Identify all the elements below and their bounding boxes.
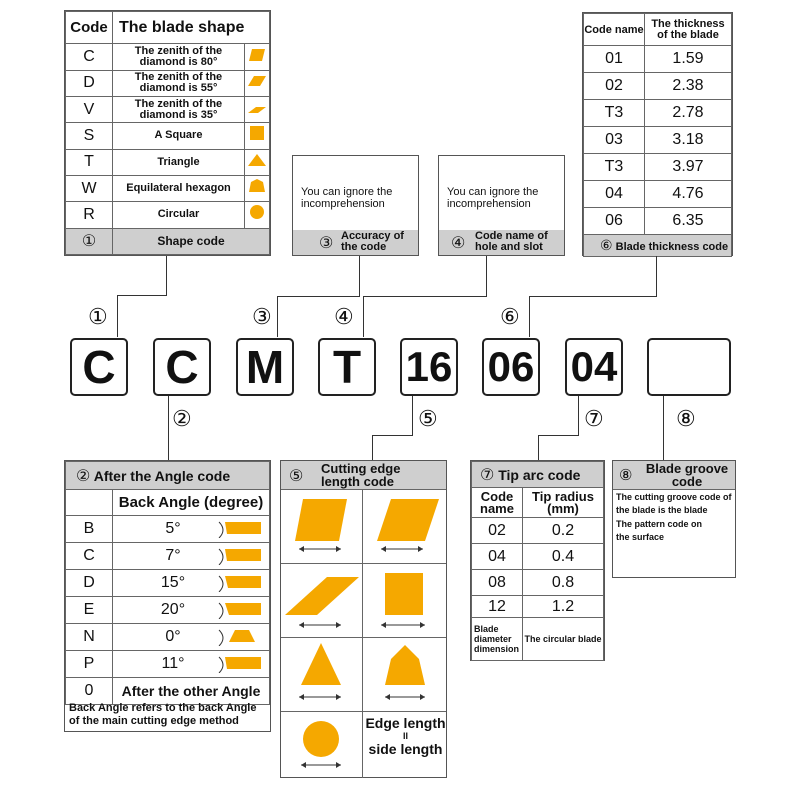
code-char-1: C [70, 338, 128, 396]
thickness-value: 3.18 [645, 127, 732, 154]
shape-code: V [66, 97, 113, 123]
angle-code: N [66, 624, 113, 651]
edge-diamond-35-icon [281, 563, 362, 637]
code-char-5: 16 [400, 338, 458, 396]
connector-5 [372, 435, 373, 460]
accuracy-label: Accuracy of the code [341, 230, 404, 253]
hexagon-icon [248, 178, 266, 194]
label-5: ⑤ [418, 406, 438, 431]
angle-code: D [66, 570, 113, 597]
insert-angle-icon [215, 547, 263, 565]
tip-value: 0.4 [523, 544, 604, 570]
code-char-7: 04 [565, 338, 623, 396]
thickness-value: 6.35 [645, 208, 732, 235]
angle-header: Back Angle (degree) [113, 490, 270, 516]
shape-code: S [66, 123, 113, 149]
hole-slot-box [438, 155, 565, 256]
label-3: ③ [252, 304, 272, 329]
edge-note-bottom: side length [368, 741, 443, 757]
label-6: ⑥ [500, 304, 520, 329]
square-icon [249, 125, 265, 141]
triangle-icon [248, 153, 266, 167]
tip-dia-label: Blade diameter dimension [472, 618, 523, 661]
insert-angle-icon [215, 601, 263, 619]
angle-last-text: After the other Angle [113, 678, 270, 705]
tip-value: 0.2 [523, 518, 604, 544]
code-char-2: C [153, 338, 211, 396]
code-char-8 [647, 338, 731, 396]
thickness-code: T3 [584, 154, 645, 181]
shape-code-table [64, 10, 271, 256]
label-7: ⑦ [584, 406, 604, 431]
connector-5 [412, 396, 413, 436]
connector-1 [166, 256, 167, 295]
shape-desc: The zenith of the diamond is 55° [113, 70, 245, 96]
code-char-6: 06 [482, 338, 540, 396]
hole-num: ④ [451, 235, 466, 252]
thickness-code: 06 [584, 208, 645, 235]
groove-title: Blade groove code [645, 461, 729, 489]
edge-diamond-55-icon [363, 489, 448, 563]
edge-note-mid: II [402, 731, 408, 741]
connector-2 [168, 396, 169, 461]
connector-6 [529, 296, 657, 297]
connector-7 [578, 396, 579, 436]
hole-label: Code name of hole and slot [475, 230, 548, 253]
edge-triangle-icon [281, 637, 362, 711]
circle-icon [249, 204, 265, 220]
tip-dia-value: The circular blade [523, 618, 604, 661]
tip-title: Tip arc code [498, 466, 581, 483]
angle-value: 0° [165, 628, 181, 645]
thickness-code: T3 [584, 100, 645, 127]
diamond-55-icon [248, 75, 266, 87]
thickness-header-code: Code name [584, 14, 645, 46]
groove-num: ⑧ [619, 467, 633, 484]
connector-4 [363, 296, 364, 337]
insert-angle-icon [215, 655, 263, 673]
shape-footer-num: ① [66, 228, 113, 254]
angle-value: 11° [161, 655, 185, 672]
angle-footnote: Back Angle refers to the back Angle of the main cutting edge method [69, 702, 257, 727]
connector-1 [117, 295, 167, 296]
label-4: ④ [334, 304, 354, 329]
tip-code: 04 [472, 544, 523, 570]
connector-4 [363, 296, 487, 297]
tip-header-radius: Tip radius (mm) [523, 488, 604, 518]
connector-1 [117, 295, 118, 337]
insert-angle-icon [215, 520, 263, 538]
thickness-value: 2.78 [645, 100, 732, 127]
thickness-header-value: The thickness of the blade [645, 14, 732, 46]
tip-value: 0.8 [523, 570, 604, 596]
shape-desc: Triangle [113, 149, 245, 175]
connector-6 [656, 256, 657, 297]
angle-value: 15° [160, 574, 186, 591]
thickness-code: 03 [584, 127, 645, 154]
shape-code: C [66, 44, 113, 70]
angle-table [64, 460, 271, 732]
diamond-80-icon [249, 48, 265, 62]
groove-line2: The pattern code on the surface [616, 519, 703, 542]
insert-angle-icon [215, 574, 263, 592]
shape-desc: The zenith of the diamond is 80° [113, 44, 245, 70]
tip-code: 12 [472, 596, 523, 618]
angle-num: ② [76, 467, 91, 485]
angle-code: P [66, 651, 113, 678]
connector-3 [277, 296, 278, 337]
angle-value: 20° [160, 601, 186, 618]
thickness-table [582, 12, 733, 256]
connector-8 [663, 396, 664, 460]
thickness-code: 02 [584, 73, 645, 100]
tip-value: 1.2 [523, 596, 604, 618]
thickness-code: 04 [584, 181, 645, 208]
connector-4 [486, 256, 487, 297]
connector-6 [529, 296, 530, 337]
edge-num: ⑤ [289, 468, 304, 485]
thickness-value: 2.38 [645, 73, 732, 100]
edge-diamond-80-icon [281, 489, 362, 563]
code-char-3: M [236, 338, 294, 396]
edge-square-icon [363, 563, 448, 637]
thickness-value: 3.97 [645, 154, 732, 181]
edge-note-top: Edge length [365, 715, 446, 731]
shape-header-code: Code [66, 12, 113, 44]
shape-code: W [66, 175, 113, 201]
tip-arc-table [470, 460, 605, 661]
accuracy-text: You can ignore the incomprehension [301, 186, 393, 210]
insert-angle-icon [215, 628, 263, 646]
label-1: ① [88, 304, 108, 329]
connector-5 [372, 435, 413, 436]
label-8: ⑧ [676, 406, 696, 431]
shape-desc: The zenith of the diamond is 35° [113, 97, 245, 123]
edge-title: Cutting edge length code [321, 461, 401, 489]
angle-value: 7° [165, 547, 181, 564]
shape-code: R [66, 202, 113, 228]
edge-hexagon-icon [363, 637, 448, 711]
angle-code: C [66, 543, 113, 570]
thickness-footer-label: Blade thickness code [615, 241, 729, 253]
connector-3 [277, 296, 360, 297]
accuracy-num: ③ [319, 235, 334, 252]
tip-code: 08 [472, 570, 523, 596]
edge-length-table [280, 460, 447, 778]
shape-code: T [66, 149, 113, 175]
thickness-value: 4.76 [645, 181, 732, 208]
groove-line1: The cutting groove code of the blade is the blade [616, 492, 732, 515]
diamond-35-icon [248, 106, 266, 114]
connector-7 [538, 435, 579, 436]
thickness-value: 1.59 [645, 46, 732, 73]
angle-title: After the Angle code [93, 467, 231, 484]
edge-circle-icon [281, 711, 362, 779]
angle-value: 5° [165, 520, 181, 537]
tip-code: 02 [472, 518, 523, 544]
label-2: ② [172, 406, 192, 431]
shape-desc: A Square [113, 123, 245, 149]
hole-text: You can ignore the incomprehension [447, 186, 539, 210]
angle-last-code: 0 [66, 678, 113, 705]
angle-code: E [66, 597, 113, 624]
connector-7 [538, 435, 539, 460]
tip-header-code: Code name [472, 488, 523, 518]
angle-code: B [66, 516, 113, 543]
groove-code-box [612, 460, 736, 578]
code-char-4: T [318, 338, 376, 396]
thickness-code: 01 [584, 46, 645, 73]
shape-code: D [66, 70, 113, 96]
connector-3 [359, 256, 360, 297]
shape-desc: Equilateral hexagon [113, 175, 245, 201]
accuracy-box [292, 155, 419, 256]
thickness-footer-num: ⑥ [600, 237, 613, 253]
tip-num: ⑦ [480, 466, 495, 484]
shape-header-shape: The blade shape [113, 12, 270, 44]
shape-footer-label: Shape code [113, 228, 270, 254]
shape-desc: Circular [113, 202, 245, 228]
